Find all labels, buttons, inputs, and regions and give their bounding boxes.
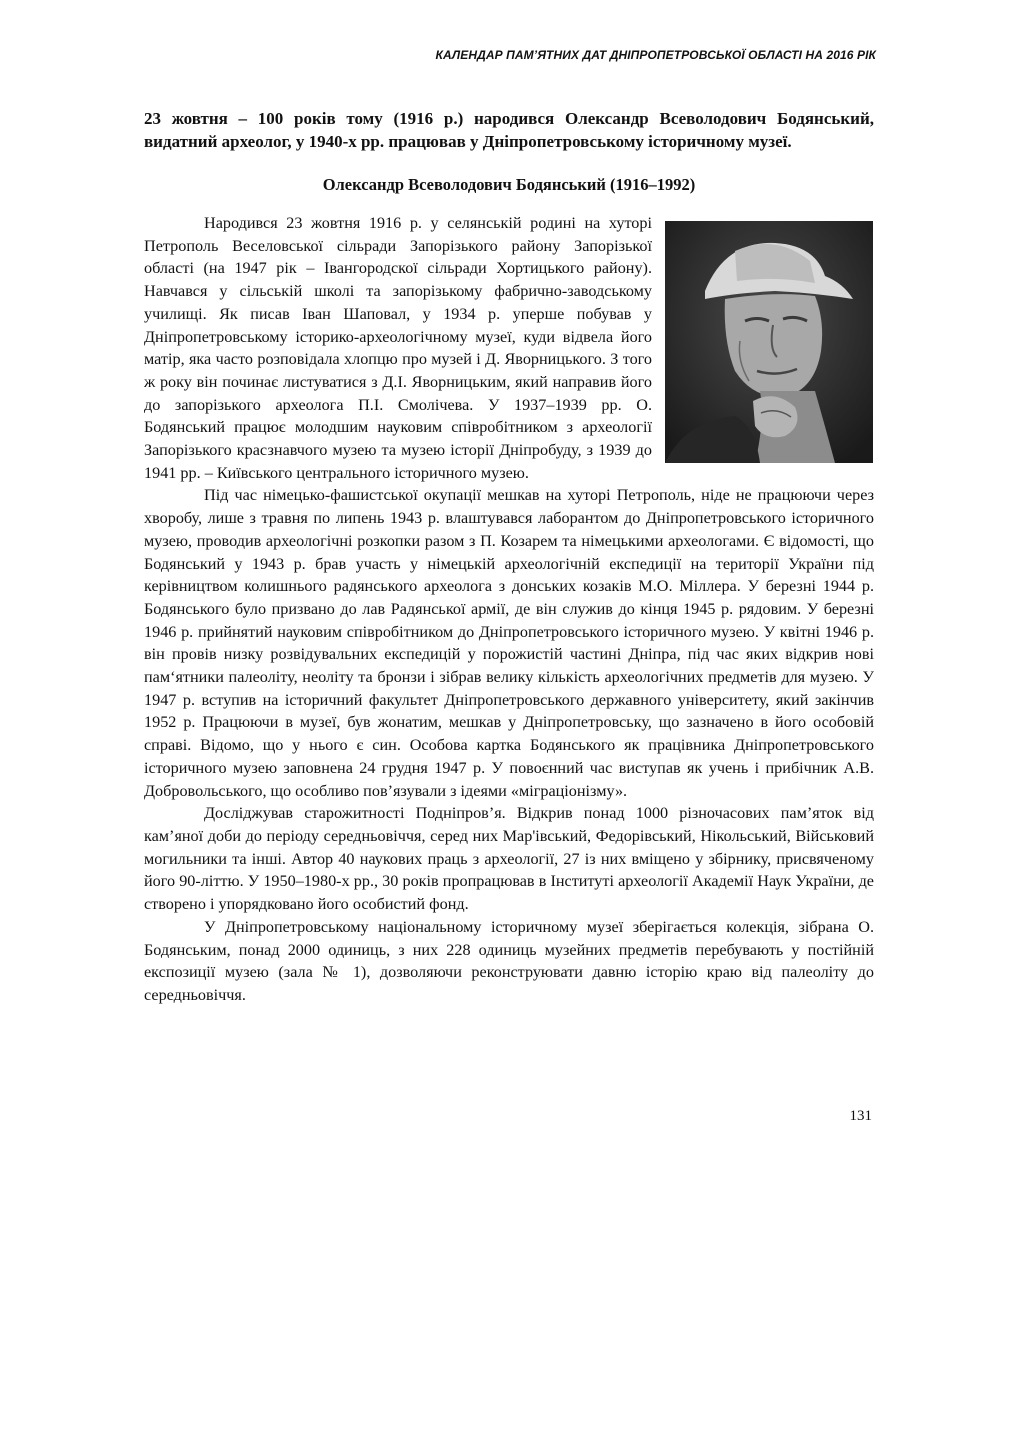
- article-title: Олександр Всеволодович Бодянський (1916–1992): [322, 175, 696, 194]
- paragraph-birth: Народився 23 жовтня 1916 р. у селянській родині на хуторі Петрополь Веселовської сільради Запорізького району Запорізької області (на 1947 рік – Івангородскої сільради Хортицького району). Навчався у сільській школі та запорізькому фабрично-заводському училищі. Як писав Іван Шаповал, у 1934 р. уперше побував у Дніпропетровському історико-археологічному музеї, куди відвела його матір, яка часто розповідала хлопцю про музей і Д. Яворницького. З того ж року він починає листуватися з Д.І. Яворницьким, який направив його до запорізького археолога П.І. Смолічева. У 1937–1939 рр. О. Бодянський працює молодшим науковим співробітником з археології Запорізького красзнавчого музею та музею історії Дніпробуду, з 1939 до 1941 рр. – Київського центрального історичного музею.: [144, 214, 652, 482]
- photo-spacer: [652, 212, 874, 478]
- page-number: 131: [849, 1108, 872, 1124]
- paragraph-collection: У Дніпропетровському національному історичному музеї зберігається колекція, зібрана О. Бодянським, понад 2000 одиниць, з них 228 одиниць музейних предметів перебувають у постійній експозиції музею (зала № 1), дозволяючи реконструювати давню історію краю від палеоліту до середньовіччя.: [144, 917, 874, 1004]
- paragraph-war-years: Під час німецько-фашистської окупації мешкав на хуторі Петрополь, ніде не працюючи через хворобу, лише з травня по липень 1943 р. влаштувався лаборантом до Дніпропетровського історичного музею, проводив археологічні розкопки разом з П. Козарем та німецькими археологами. Є відомості, що Бодянський у 1943 р. брав участь у німецькій археологічній експедиції на території України під керівництвом колишнього радянського археолога з донських козаків М.О. Міллера. У березні 1944 р. Бодянського було призвано до лав Радянської армії, де він служив до кінця 1945 р. рядовим. У березні 1946 р. прийнятий науковим співробітником до Дніпропетровського історичного музею. У квітні 1946 р. він провів низку розвідувальних експедицій у порожистій частині Дніпра, під час яких відкрив нові пам‘ятники палеоліту, неоліту та бронзи і зібрав велику кількість археологічних предметів для музею. У 1947 р. вступив на історичний факультет Дніпропетровського державного університету, який закінчив 1952 р. Працюючи в музеї, був жонатим, мешкав у Дніпропетровську, що зазначено в його особовій справі. Відомо, що у нього є син. Особова картка Бодянського як працівника Дніпропетровського історичного музею заповнена 24 грудня 1947 р. У повоєнний час виступав як учень і прибічник А.В. Добровольського, що особливо пов’язували з ідеями «міграціонізму».: [144, 486, 874, 800]
- paragraph-research: Досліджував старожитності Подніпров’я. Відкрив понад 1000 різночасових пам’яток від кам’яної доби до періоду середньовіччя, серед них Мар'івський, Федорівський, Нікольський, Військовий могильники та інші. Автор 40 наукових праць з археології, 27 із них вміщено у збірнику, присвяченому його 90-літтю. У 1950–1980-х рр., 30 років пропрацював в Інституті археології Академії Наук України, де створено і упорядковано його особистий фонд.: [144, 804, 874, 914]
- running-header: КАЛЕНДАР ПАМ’ЯТНИХ ДАТ ДНІПРОПЕТРОВСЬКОЇ ОБЛАСТІ НА 2016 РІК: [435, 48, 876, 62]
- anniversary-intro: 23 жовтня – 100 років тому (1916 р.) народився Олександр Всеволодович Бодянський, видатний археолог, у 1940-х рр. працював у Дніпропетровському історичному музеї.: [144, 109, 874, 151]
- article-body: [144, 212, 874, 1007]
